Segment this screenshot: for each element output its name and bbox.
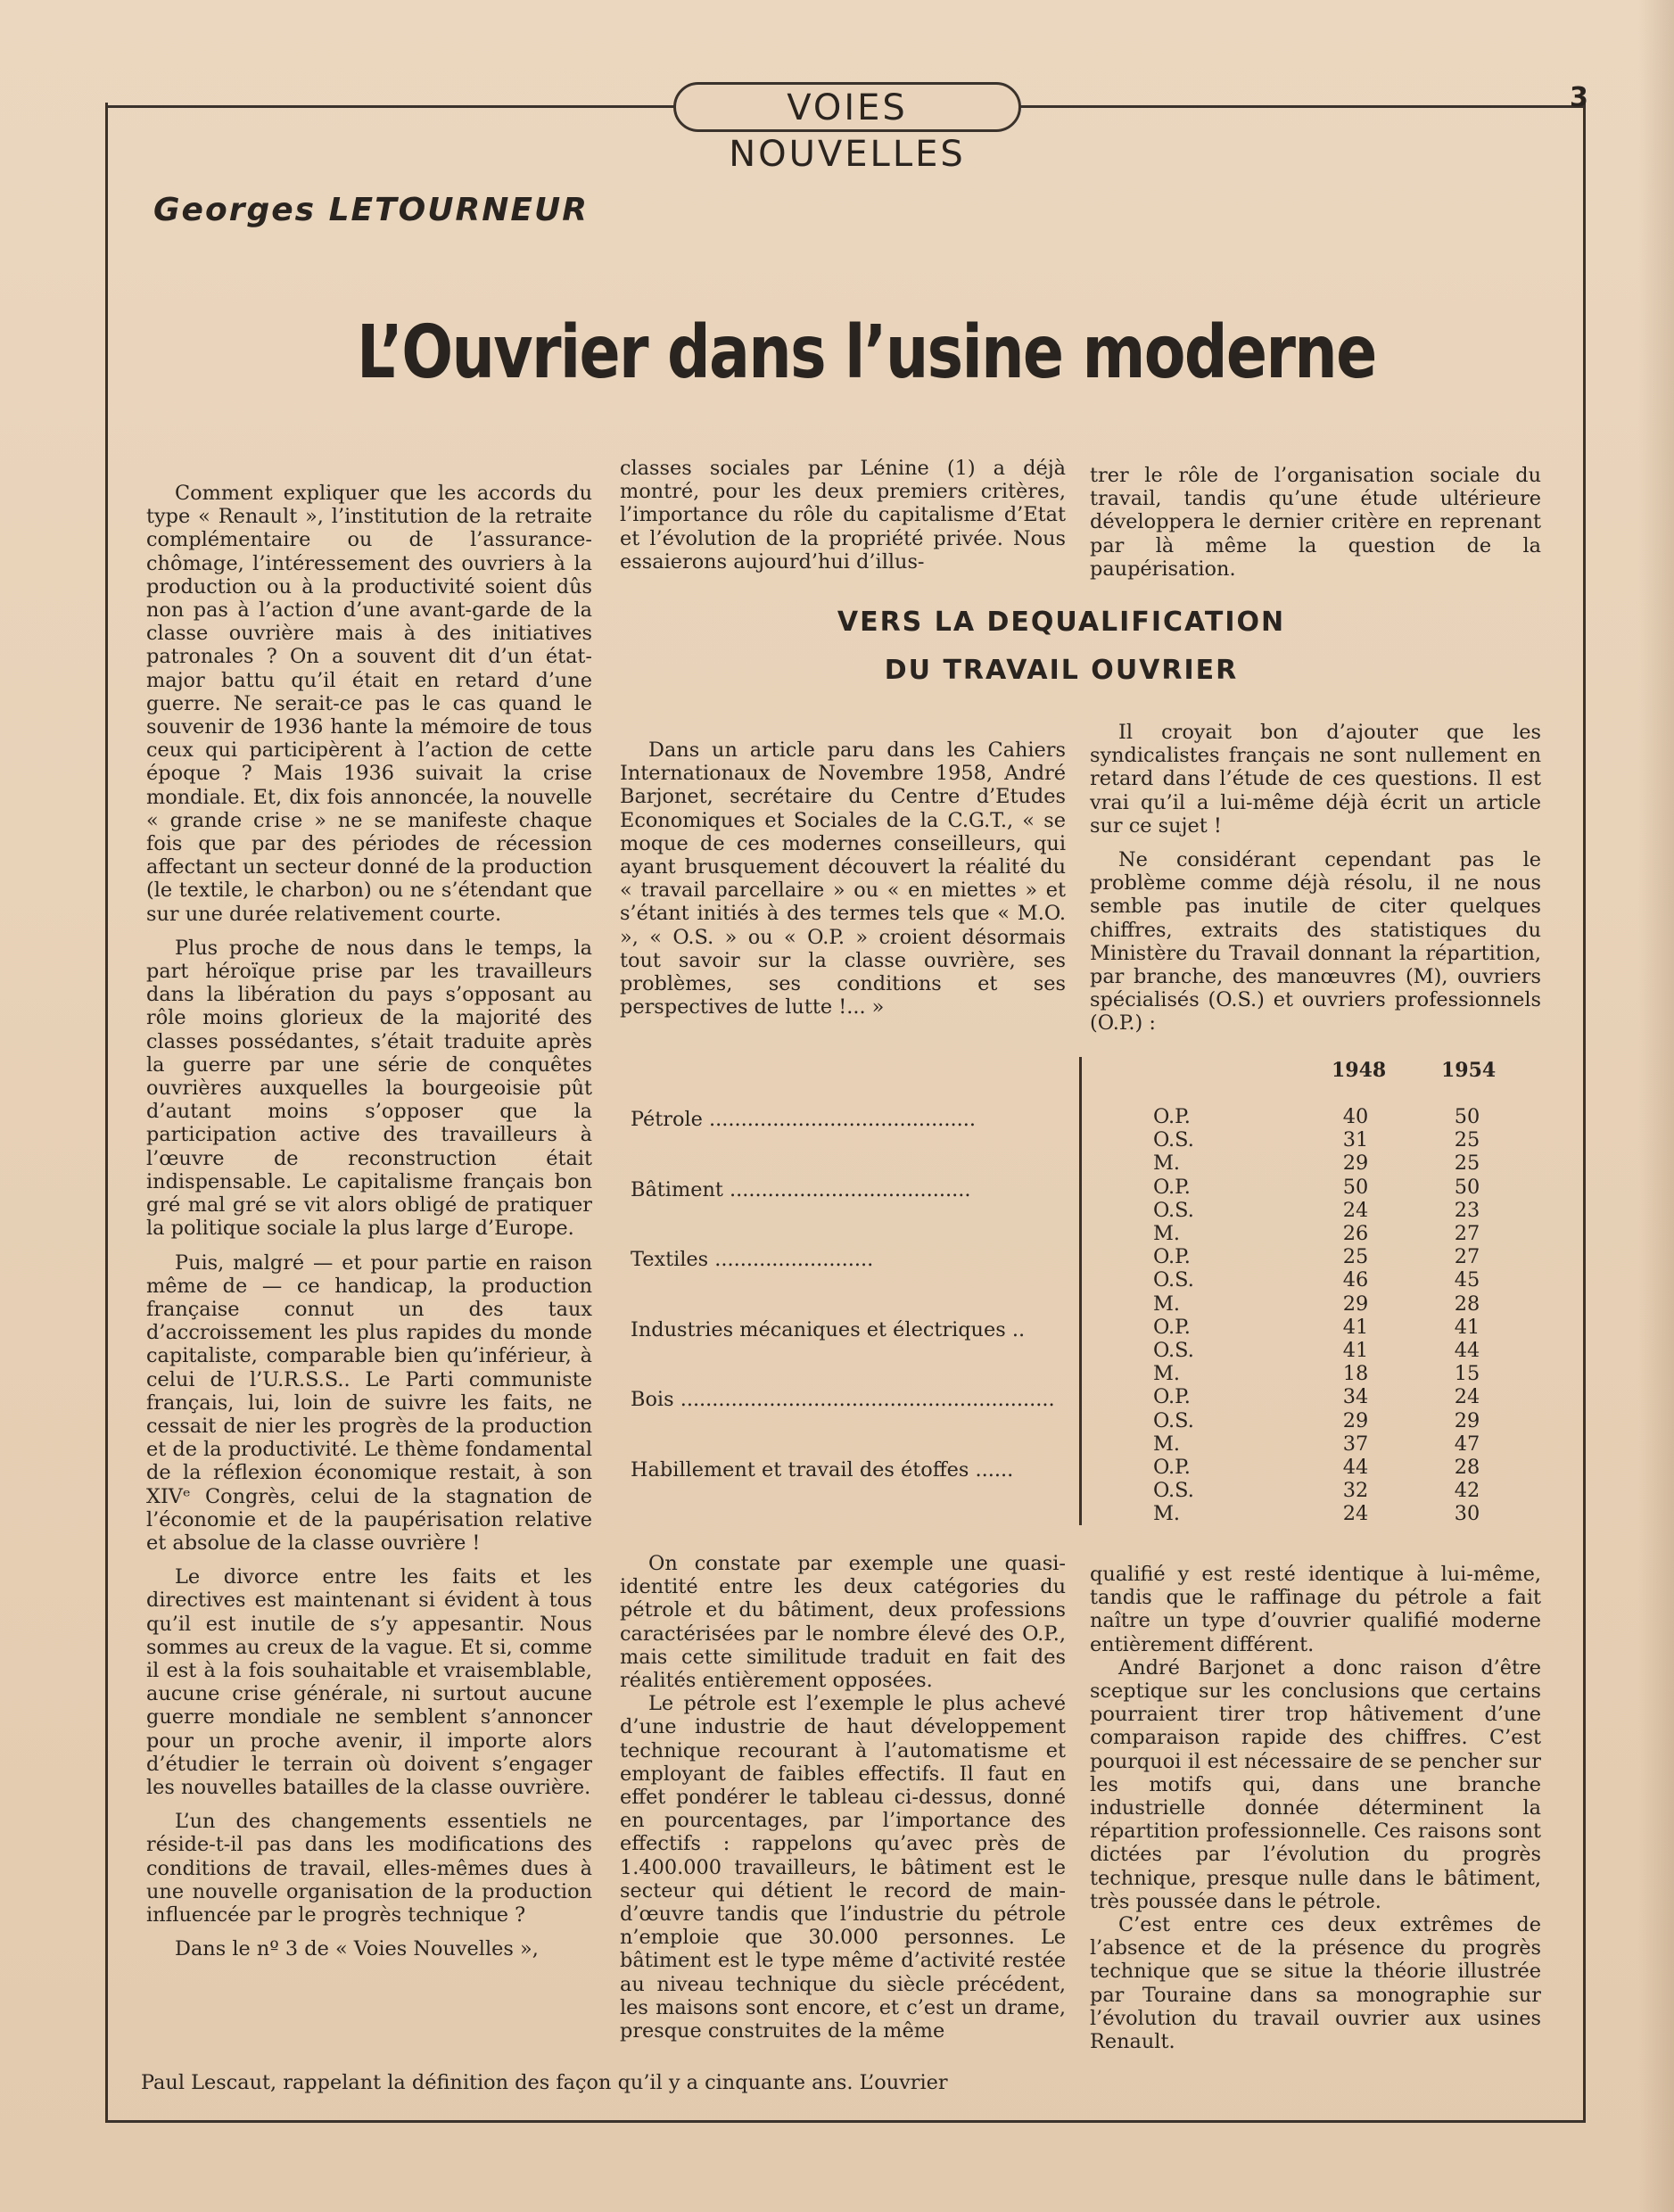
paragraph: André Barjonet a donc raison d’être sceptique sur les conclusions que certains pourraient tirer trop hâtivement d’une comparaison rapide des chiffres. C’est pourquoi il est nécessaire de se pencher sur les motifs qui, dans une branche industrielle donnée déterminent la répartition professionnelle. Ces raisons sont dictées par l’évolution du progrès technique, presque nulle dans le bâtiment, très poussée dans le pétrole. — [1090, 1655, 1541, 1913]
table-row — [1084, 1293, 1485, 1316]
masthead: VOIES NOUVELLES — [673, 82, 1021, 132]
table-cell-1948: 25 — [1342, 1245, 1369, 1269]
table-cell-1954: 15 — [1454, 1362, 1480, 1386]
paragraph: L’un des changements essentiels ne réside-t-il pas dans les modifications des conditions de travail, elles-mêmes dues à une nouvelle organisation de la production influencée par le progrès technique ? — [146, 1810, 592, 1927]
table-divider — [1079, 1057, 1082, 1525]
table-cell-1948: 46 — [1342, 1268, 1369, 1292]
table-row — [1084, 1503, 1485, 1525]
table-row — [1084, 1386, 1485, 1408]
column-2-middle — [620, 739, 1066, 1029]
table-cell-1948: 37 — [1342, 1432, 1369, 1456]
paragraph: trer le rôle de l’organisation sociale du travail, tandis qu’une étude ultérieure développera le dernier critère en reprenant par là même la question de la paupérisation. — [1090, 464, 1541, 581]
table-cell-qualification: M. — [1153, 1292, 1181, 1316]
table-cell-1948: 29 — [1342, 1151, 1369, 1176]
table-category-label: Bâtiment ...................................... — [631, 1177, 971, 1201]
column-1 — [146, 482, 592, 1960]
table-cell-qualification: O.S. — [1153, 1198, 1194, 1222]
column-2-top — [620, 457, 1066, 584]
table-cell-qualification: O.S. — [1153, 1339, 1194, 1362]
paragraph: Plus proche de nous dans le temps, la part héroïque prise par les travailleurs dans la libération du pays s’opposant au rôle moins glorieux de la majorité des classes possédantes, s’était traduite après la guerre par une série de conquêtes ouvrières auxquelles la bourgeoisie pût d’autant moins s’opposer que la participation active des travailleurs à l’œuvre de reconstruction était indispensable. Le capitalisme français bon gré mal gré se vit alors obligé de pratiquer la politique sociale la plus large d’Europe. — [146, 936, 592, 1241]
column-2-bottom — [620, 1552, 1066, 2053]
paragraph: Puis, malgré — et pour partie en raison même de — ce handicap, la production française connut un des taux d’accroissement les plus rapides du monde capitaliste, comparable bien qu’inférieur, à celui de l’U.R.S.S.. Le Parti communiste français, lui, loin de suivre les faits, ne cessait de nier les progrès de la production et de la productivité. Le thème fondamental de la réflexion économique restait, à son XIVᵉ Congrès, celui de la stagnation de l’économie et de la paupérisation relative et absolue de la classe ouvrière ! — [146, 1250, 592, 1555]
table-cell-1954: 27 — [1454, 1222, 1480, 1245]
table-category-label: Habillement et travail des étoffes ...... — [631, 1458, 1014, 1482]
table-header-1948: 1948 — [1332, 1059, 1387, 1082]
paragraph: qualifié y est resté identique à lui-même, tandis que le raffinage du pétrole a fait naître un type d’ouvrier qualifié moderne entièrement différent. — [1090, 1563, 1541, 1656]
table-row — [1084, 1457, 1485, 1479]
table-cell-qualification: O.S. — [1153, 1128, 1194, 1152]
paragraph: classes sociales par Lénine (1) a déjà montré, pour les deux premiers critères, l’importance du rôle du capitalisme d’Etat et l’évolution de la propriété privée. Nous essaierons aujourd’hui d’illus- — [620, 457, 1066, 574]
table-row — [1084, 1433, 1485, 1456]
table-row — [1084, 1129, 1485, 1151]
subheading-line-1: VERS LA DEQUALIFICATION — [837, 607, 1286, 638]
table-cell-qualification: O.P. — [1153, 1456, 1191, 1479]
table-cell-1948: 40 — [1342, 1105, 1369, 1128]
paragraph: Dans un article paru dans les Cahiers Internationaux de Novembre 1958, André Barjonet, secrétaire du Centre d’Etudes Economiques et Sociales de la C.G.T., « se moque de ces modernes conseilleurs, qui ayant brusquement découvert la réalité du « travail parcellaire » ou « en miettes » et s’étant initiés à des termes tels que « M.O. », « O.S. » ou « O.P. » croient désormais tout savoir sur la classe ouvrière, ses problèmes, ses conditions et ses perspectives de lutte !... » — [620, 739, 1066, 1019]
column-3-bottom — [1090, 1563, 1541, 2064]
table-row — [1084, 1246, 1485, 1268]
table-cell-qualification: M. — [1153, 1502, 1181, 1526]
page-number: 3 — [1570, 82, 1588, 113]
paragraph: Ne considérant cependant pas le problème comme déjà résolu, il ne nous semble pas inutile de citer quelques chiffres, extraits des statistiques du Ministère du Travail donnant la répartition, par branche, des manœuvres (M), ouvriers spécialisés (O.S.) et ouvriers professionnels (O.P.) : — [1090, 848, 1541, 1036]
table-cell-1954: 47 — [1454, 1432, 1480, 1456]
table-row — [1084, 1200, 1485, 1222]
table-cell-qualification: O.S. — [1153, 1479, 1194, 1503]
table-row — [1084, 1152, 1485, 1175]
table-row — [1084, 1410, 1485, 1432]
table-row — [1084, 1316, 1485, 1339]
table-cell-qualification: O.P. — [1153, 1245, 1191, 1269]
table-cell-1954: 25 — [1454, 1128, 1480, 1152]
subheading-line-2: DU TRAVAIL OUVRIER — [884, 655, 1239, 686]
table-cell-qualification: M. — [1153, 1151, 1181, 1176]
column-3-middle — [1090, 721, 1541, 1046]
table-row — [1084, 1340, 1485, 1362]
table-cell-1948: 29 — [1342, 1292, 1369, 1316]
table-cell-1948: 29 — [1342, 1408, 1369, 1432]
table-cell-qualification: O.P. — [1153, 1175, 1191, 1199]
table-cell-qualification: O.P. — [1153, 1315, 1191, 1339]
table-row — [1084, 1363, 1485, 1385]
table-cell-qualification: M. — [1153, 1222, 1181, 1245]
table-cell-qualification: O.S. — [1153, 1408, 1194, 1432]
table-cell-1954: 42 — [1454, 1479, 1480, 1503]
column-1-last-line: Paul Lescaut, rappelant la définition des façon qu’il y a cinquante ans. L’ouvrier — [141, 2071, 948, 2094]
table-row — [1084, 1176, 1485, 1199]
table-cell-1948: 41 — [1342, 1339, 1369, 1362]
header-rule-left — [105, 105, 676, 108]
page-edge-shadow — [1638, 0, 1674, 2212]
table-cell-1948: 31 — [1342, 1128, 1369, 1152]
table-cell-1954: 50 — [1454, 1105, 1480, 1128]
table-category-label: Bois ........................................................... — [631, 1388, 1055, 1412]
table-row — [1084, 1223, 1485, 1245]
table-row — [1084, 1480, 1485, 1502]
table-cell-qualification: O.P. — [1153, 1105, 1191, 1128]
paragraph: C’est entre ces deux extrêmes de l’absence et de la présence du progrès technique que se situe la théorie illustrée par Touraine dans sa monographie sur l’évolution du travail ouvrier aux usines Renault. — [1090, 1913, 1541, 2054]
table-cell-qualification: M. — [1153, 1362, 1181, 1386]
article-author: Georges LETOURNEUR — [153, 192, 589, 228]
table-row — [1084, 1269, 1485, 1292]
table-cell-qualification: O.S. — [1153, 1268, 1194, 1292]
table-cell-1954: 23 — [1454, 1198, 1480, 1222]
table-cell-1954: 44 — [1454, 1339, 1480, 1362]
article-title: L’Ouvrier dans l’usine moderne — [357, 310, 1376, 395]
table-cell-1954: 30 — [1454, 1502, 1480, 1526]
table-cell-1948: 50 — [1342, 1175, 1369, 1199]
table-cell-1954: 50 — [1454, 1175, 1480, 1199]
header-rule-right — [1018, 105, 1586, 108]
table-cell-1954: 28 — [1454, 1292, 1480, 1316]
table-category-label: Industries mécaniques et électriques .. — [631, 1317, 1026, 1341]
paragraph: Le pétrole est l’exemple le plus achevé d’une industrie de haut développement technique recourant à l’automatisme et employant de faibles effectifs. Il faut en effet pondérer le tableau ci-dessus, donné en pourcentages, par l’importance des effectifs : rappelons qu’avec près de 1.400.000 travailleurs, le bâtiment est le secteur qui détient le record de main-d’œuvre tandis que l’industrie du pétrole n’emploie que 30.000 personnes. Le bâtiment est le type même d’activité restée au niveau technique du siècle précédent, les maisons sont encore, et c’est un drame, presque construites de la même — [620, 1692, 1066, 2043]
table-cell-1954: 25 — [1454, 1151, 1480, 1176]
table-cell-1948: 34 — [1342, 1385, 1369, 1409]
paragraph: Le divorce entre les faits et les directives est maintenant si évident à tous qu’il est inutile de s’y appesantir. Nous sommes au creux de la vague. Et si, comme il est à la fois souhaitable et vraisemblable, aucune crise générale, ni surtout aucune guerre mondiale ne semblent s’annoncer pour un proche avenir, il importe alors d’étudier le terrain où doivent s’engager les nouvelles batailles de la classe ouvrière. — [146, 1565, 592, 1799]
table-cell-1954: 27 — [1454, 1245, 1480, 1269]
table-cell-1948: 32 — [1342, 1479, 1369, 1503]
table-cell-1948: 18 — [1342, 1362, 1369, 1386]
table-category-label: Textiles ......................... — [631, 1248, 874, 1272]
table-cell-1948: 26 — [1342, 1222, 1369, 1245]
table-cell-qualification: M. — [1153, 1432, 1181, 1456]
table-cell-1954: 24 — [1454, 1385, 1480, 1409]
table-row — [1084, 1106, 1485, 1128]
table-cell-1954: 28 — [1454, 1456, 1480, 1479]
table-cell-1954: 41 — [1454, 1315, 1480, 1339]
table-cell-qualification: O.P. — [1153, 1385, 1191, 1409]
table-cell-1948: 24 — [1342, 1502, 1369, 1526]
column-3-top — [1090, 464, 1541, 591]
table-cell-1954: 29 — [1454, 1408, 1480, 1432]
table-cell-1954: 45 — [1454, 1268, 1480, 1292]
table-cell-1948: 24 — [1342, 1198, 1369, 1222]
paragraph: Il croyait bon d’ajouter que les syndicalistes français ne sont nullement en retard dans l’étude de ces questions. Il est vrai qu’il a lui-même déjà écrit un article sur ce sujet ! — [1090, 721, 1541, 838]
table-cell-1948: 44 — [1342, 1456, 1369, 1479]
paragraph: On constate par exemple une quasi-identité entre les deux catégories du pétrole et du bâtiment, deux professions caractérisées par le nombre élevé des O.P., mais cette similitude traduit en fait des réalités entièrement opposées. — [620, 1552, 1066, 1693]
table-header-1954: 1954 — [1441, 1059, 1497, 1082]
table-cell-1948: 41 — [1342, 1315, 1369, 1339]
paragraph: Dans le nº 3 de « Voies Nouvelles », — [175, 1937, 539, 1961]
table-category-label: Pétrole .......................................... — [631, 1108, 976, 1131]
paragraph: Comment expliquer que les accords du type « Renault », l’institution de la retraite complémentaire ou de l’assurance-chômage, l’intéressement des ouvriers à la production ou à la productivité soient dûs non pas à l’action d’une avant-garde de la classe ouvrière mais à des initiatives patronales ? On a souvent dit d’un état-major battu qu’il était en retard d’une guerre. Ne serait-ce pas le cas quand le souvenir de 1936 hante la mémoire de tous ceux qui participèrent à l’action de cette époque ? Mais 1936 suivait la crise mondiale. Et, dix fois annoncée, la nouvelle « grande crise » ne se manifeste chaque fois que par des périodes de récession affectant un secteur donné de la production (le textile, le charbon) ou ne s’étendant que sur une durée relativement courte. — [146, 482, 592, 926]
